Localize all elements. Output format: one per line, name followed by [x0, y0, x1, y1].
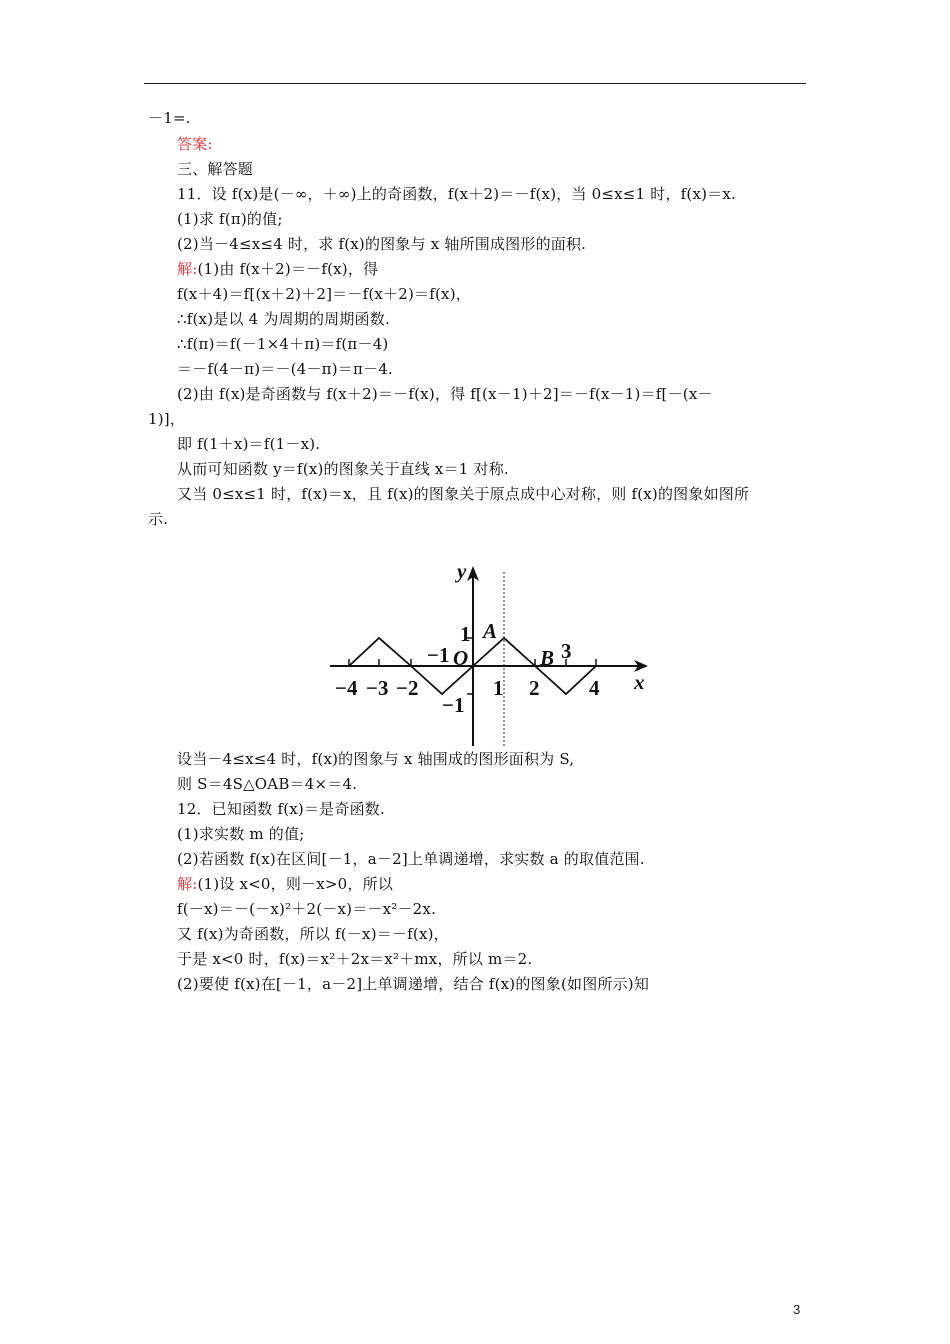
text-line-content: (1)求实数 m 的值;	[177, 825, 305, 843]
tick-label-y-neg1: −1	[442, 693, 465, 717]
tick-label-neg2: −2	[396, 676, 419, 700]
text-line	[177, 384, 713, 404]
y-axis-label: y	[457, 559, 467, 583]
text-line-content: －1=.	[148, 109, 191, 127]
tick-label-4: 4	[589, 676, 600, 700]
function-graph-figure	[326, 556, 662, 752]
text-line	[177, 134, 213, 154]
text-line-content: 1)]，	[148, 410, 186, 428]
text-line-content: (2)由 f(x)是奇函数与 f(x＋2)＝－f(x)，得 f[(x－1)＋2]＝－f(x－1)＝f[－(x－	[177, 385, 713, 403]
tick-label-neg3: −3	[366, 676, 389, 700]
text-line	[177, 284, 471, 304]
text-line	[177, 484, 749, 504]
text-line-content: 设当－4≤x≤4 时，f(x)的图象与 x 轴围成的图形面积为 S,	[177, 750, 575, 768]
text-line	[177, 359, 393, 379]
text-line-content: 12．已知函数 f(x)＝是奇函数.	[177, 800, 385, 818]
text-line-content: ＝－f(4－π)＝－(4－π)＝π－4.	[177, 360, 393, 378]
origin-label: O	[453, 646, 469, 670]
text-line	[148, 108, 191, 128]
answer-marker: 解:	[177, 875, 198, 893]
point-a-label: A	[483, 619, 498, 643]
text-line-content: ∴f(π)＝f(－1×4＋π)＝f(π－4)	[177, 335, 389, 353]
text-line	[177, 849, 645, 869]
text-line	[177, 209, 283, 229]
text-line	[177, 184, 736, 204]
text-line	[148, 509, 168, 529]
tick-label-3: 3	[561, 639, 572, 663]
text-line-content: (1)由 f(x＋2)＝－f(x)，得	[197, 260, 379, 278]
point-b-label: B	[540, 646, 555, 670]
text-line-content: 示.	[148, 510, 169, 528]
text-line-content: 则 S＝4S△OAB＝4×＝4.	[177, 775, 358, 793]
tick-label-1: 1	[493, 676, 504, 700]
text-line-content: 于是 x<0 时，f(x)＝x²＋2x＝x²＋mx，所以 m＝2.	[177, 950, 533, 968]
text-line	[177, 159, 253, 179]
text-line-content: f(x＋4)＝f[(x＋2)＋2]＝－f(x＋2)＝f(x)，	[177, 285, 471, 303]
text-line	[177, 799, 385, 819]
text-line-content: 三、解答题	[177, 160, 254, 178]
tick-label-neg1-x: −1	[427, 643, 450, 667]
text-line	[177, 434, 320, 454]
tick-label-neg4: −4	[335, 676, 358, 700]
answer-marker: 解:	[177, 260, 198, 278]
text-line-content: 从而可知函数 y＝f(x)的图象关于直线 x＝1 对称.	[177, 460, 509, 478]
text-line	[177, 259, 378, 279]
text-line	[177, 899, 436, 919]
x-axis-label: x	[634, 670, 645, 694]
text-line-content: (2)若函数 f(x)在区间[－1，a－2]上单调递增，求实数 a 的取值范围.	[177, 850, 645, 868]
text-line	[177, 459, 509, 479]
text-line	[177, 774, 357, 794]
text-line	[177, 974, 649, 994]
text-line-content: ∴f(x)是以 4 为周期的周期函数.	[177, 310, 390, 328]
text-line-content: f(－x)＝－(－x)²＋2(－x)＝－x²－2x.	[177, 900, 437, 918]
text-line	[177, 234, 586, 254]
text-line-content: 即 f(1＋x)＝f(1－x).	[177, 435, 321, 453]
header-rule	[144, 83, 806, 84]
text-line-content: 又当 0≤x≤1 时，f(x)＝x，且 f(x)的图象关于原点成中心对称，则 f(x)的图象如图所	[177, 485, 750, 503]
text-line	[177, 924, 449, 944]
text-line-content: (2)当－4≤x≤4 时，求 f(x)的图象与 x 轴所围成图形的面积.	[177, 235, 587, 253]
text-line	[177, 334, 389, 354]
answer-marker: 答案:	[177, 135, 213, 153]
tick-label-y1: 1	[460, 622, 471, 646]
tick-label-2: 2	[529, 676, 540, 700]
text-line	[177, 874, 393, 894]
text-line	[177, 749, 574, 769]
text-line-content: (1)设 x<0，则－x>0，所以	[197, 875, 394, 893]
text-line-content: 11．设 f(x)是(－∞，＋∞)上的奇函数，f(x＋2)＝－f(x)，当 0≤x≤1 时，f(x)＝x.	[177, 185, 737, 203]
text-line-content: (2)要使 f(x)在[－1，a－2]上单调递增，结合 f(x)的图象(如图所示)知	[177, 975, 650, 993]
text-line	[177, 309, 390, 329]
text-line	[177, 824, 304, 844]
text-line	[148, 409, 185, 429]
text-line-content: (1)求 f(π)的值;	[177, 210, 283, 228]
text-line	[177, 949, 532, 969]
page-number: 3	[793, 1302, 801, 1317]
text-line-content: 又 f(x)为奇函数，所以 f(－x)＝－f(x)，	[177, 925, 449, 943]
